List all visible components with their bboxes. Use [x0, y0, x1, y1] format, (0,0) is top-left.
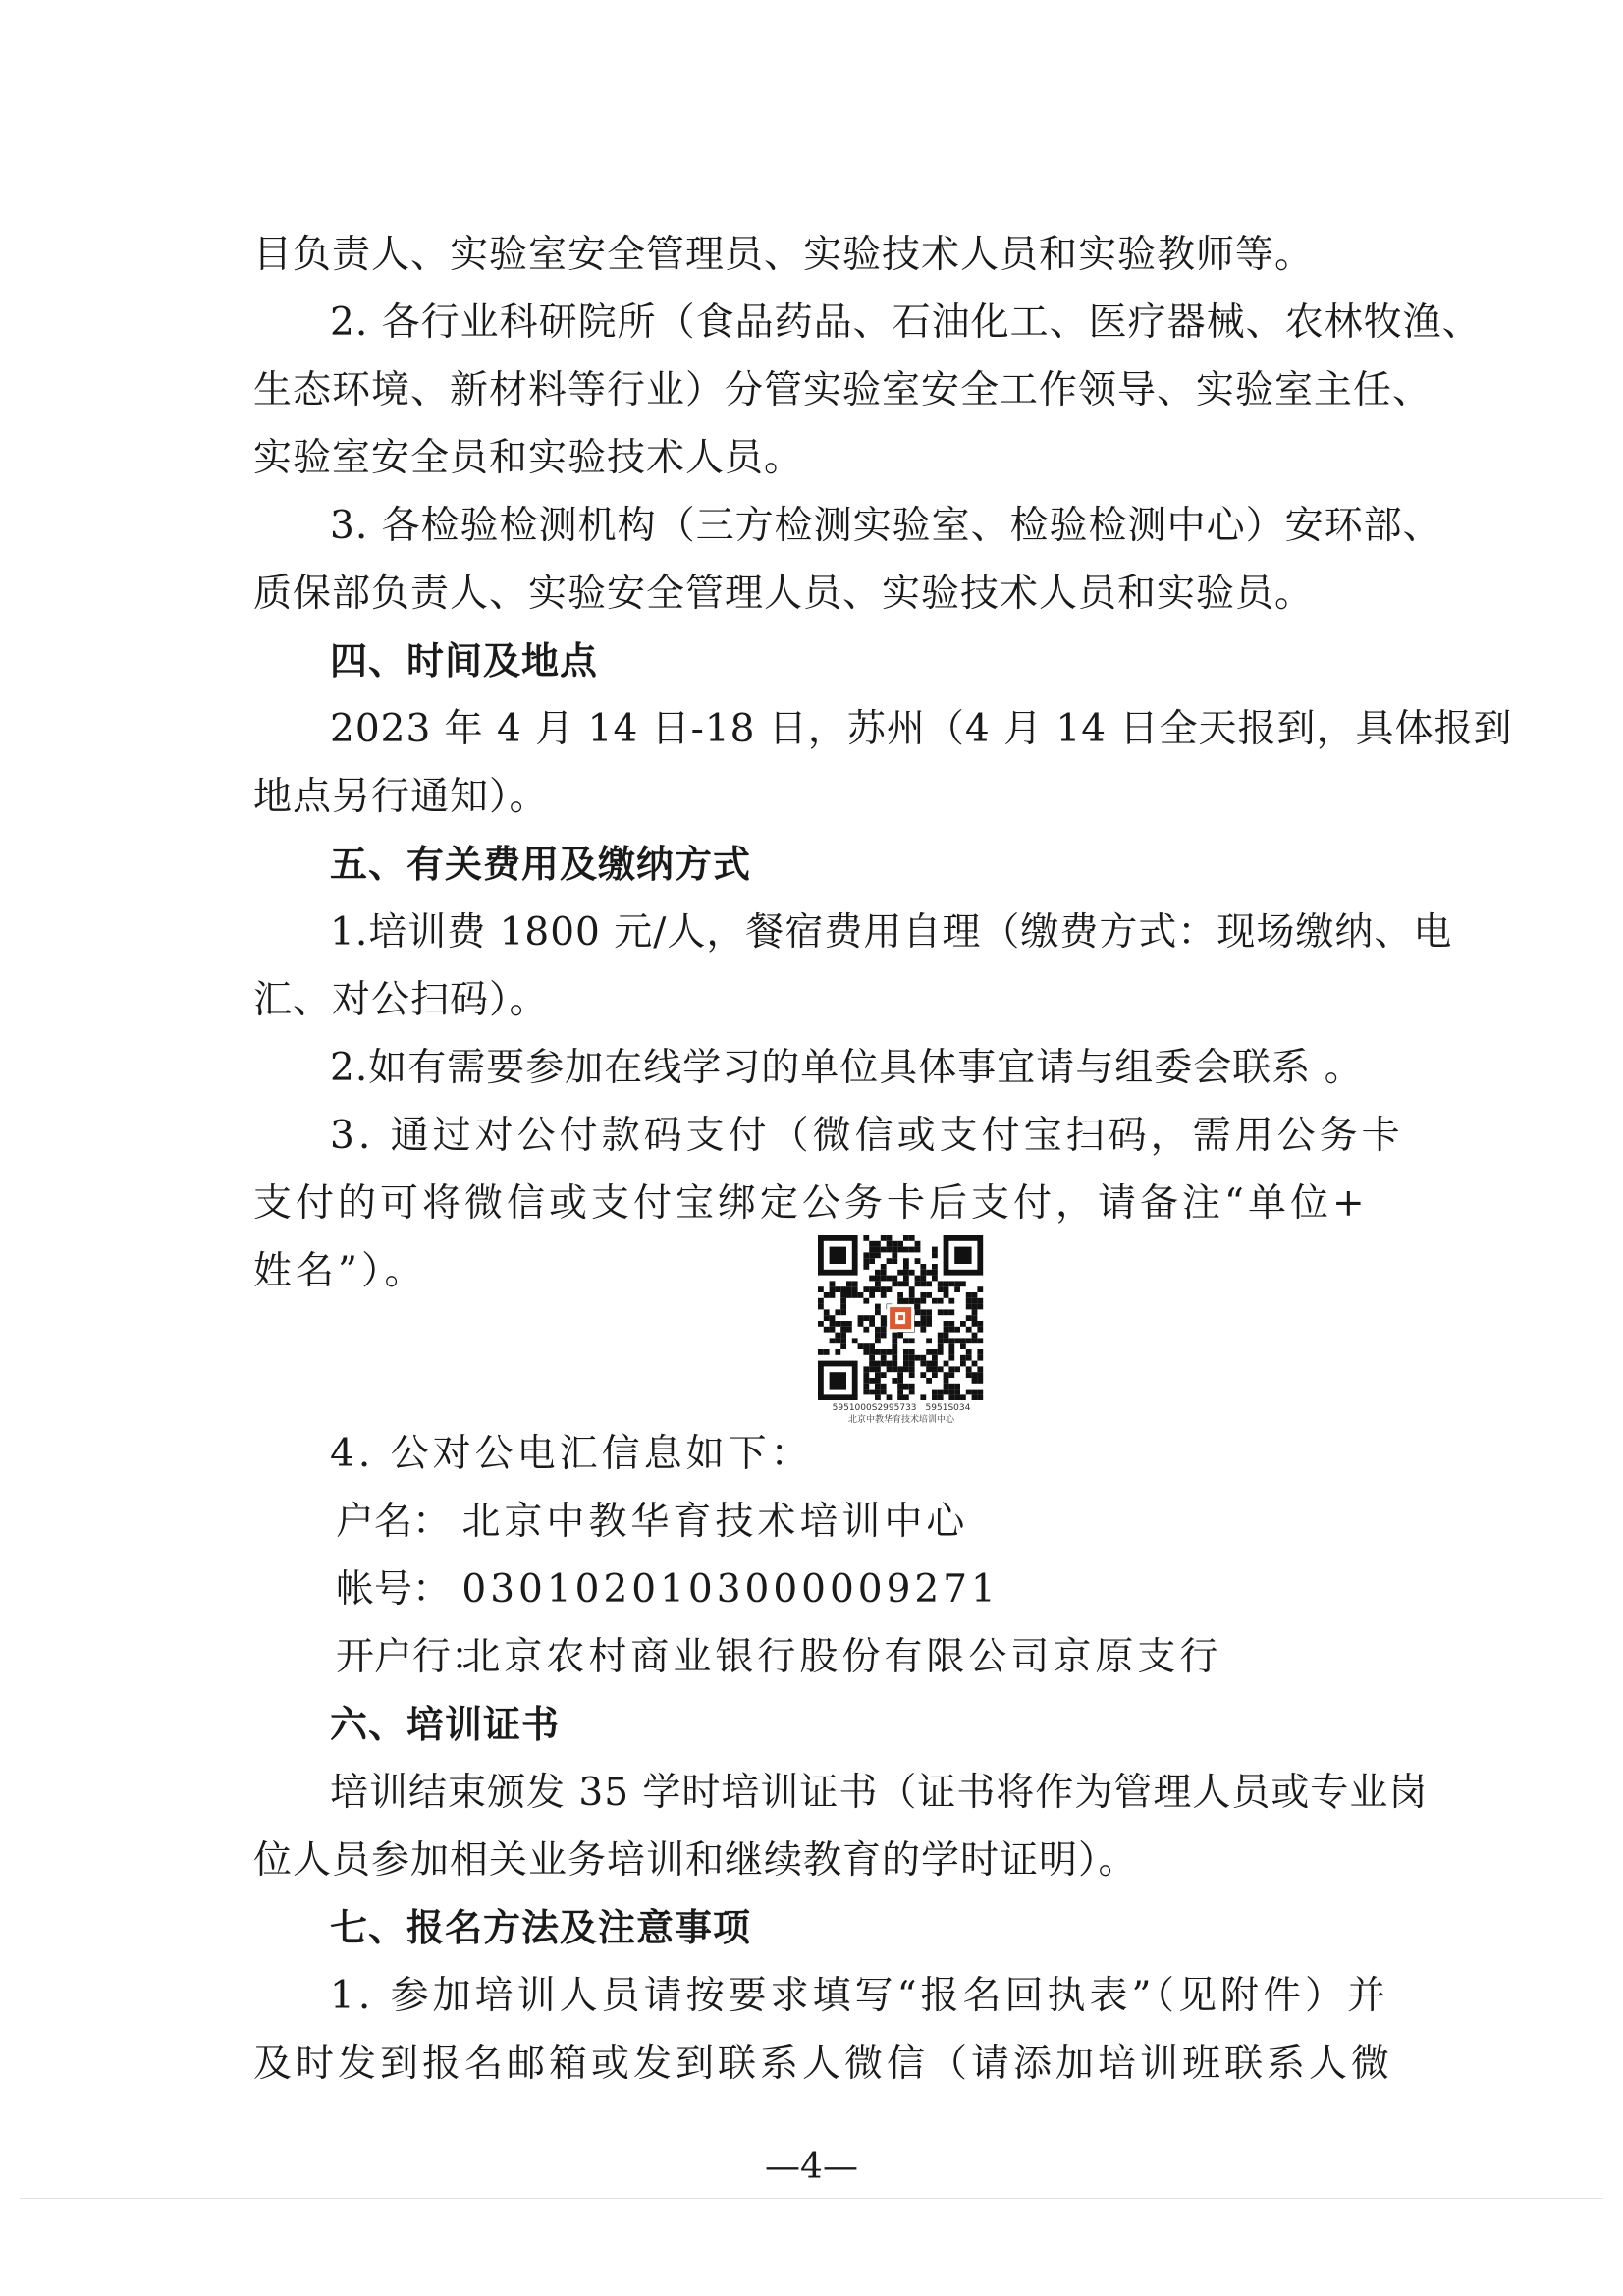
bank-account-label: 帐 号：	[336, 1567, 452, 1612]
page-body	[253, 221, 1513, 2098]
paragraph-line: 培训结束颁发 35 学时培训证书（证书将作为管理人员或专业岗	[330, 1771, 1429, 1815]
payment-qr-code-icon	[812, 1233, 989, 1400]
paragraph-line: 姓名”）。	[253, 1249, 427, 1293]
paragraph-line: 3. 各检验检测机构（三方检测实验室、检验检测中心）安环部、	[330, 504, 1442, 548]
section-heading-fees: 五、有关费用及缴纳方式	[330, 843, 752, 886]
paragraph-line: 生态环境、新材料等行业）分管实验室安全工作领导、实验室主任、	[253, 368, 1433, 412]
paragraph-line: 地点另行通知）。	[253, 775, 549, 819]
paragraph-line: 汇、对公扫码）。	[253, 978, 549, 1022]
bank-name-row	[253, 1488, 1382, 1556]
page-number: —4—	[765, 2147, 858, 2187]
paragraph-line: 3. 通过对公付款码支付（微信或支付宝扫码，需用公务卡	[330, 1114, 1404, 1158]
bank-branch-row	[253, 1623, 1382, 1691]
bank-name-label: 户 名：	[336, 1500, 452, 1544]
bank-account-row	[253, 1556, 1382, 1623]
bank-branch-value: 北京农村商业银行股份有限公司京原支行	[461, 1635, 1222, 1679]
paragraph-line: 质保部负责人、实验安全管理人员、实验技术人员和实验员。	[253, 572, 1315, 616]
section-heading-time-location: 四、时间及地点	[330, 639, 599, 683]
paragraph-line: 实验室安全员和实验技术人员。	[253, 436, 804, 480]
paragraph-line: 位人员参加相关业务培训和继续教育的学时证明）。	[253, 1838, 1138, 1883]
paragraph-line: 1.培训费 1800 元/人，餐宿费用自理（缴费方式：现场缴纳、电	[330, 910, 1453, 955]
qr-caption-code: 5951000S2995733 5951S034	[832, 1403, 971, 1413]
section-heading-certificate: 六、培训证书	[330, 1703, 561, 1746]
paragraph-line: 1. 参加培训人员请按要求填写“报名回执表”（见附件）并	[330, 1974, 1389, 2018]
footer-divider	[20, 2198, 1603, 2199]
qr-caption-org: 北京中教华育技术培训中心	[847, 1415, 954, 1425]
bank-account-value: 0301020103000009271	[461, 1567, 1000, 1612]
paragraph-line: 2. 各行业科研院所（食品药品、石油化工、医疗器械、农林牧渔、	[330, 301, 1482, 345]
section-heading-registration: 七、报名方法及注意事项	[330, 1906, 752, 1949]
qr-caption	[803, 1402, 1000, 1426]
bank-branch-label: 开户行：	[336, 1635, 490, 1679]
paragraph-line: 及时发到报名邮箱或发到联系人微信（请添加培训班联系人微	[253, 2042, 1394, 2086]
bank-name-value: 北京中教华育技术培训中心	[461, 1500, 969, 1544]
paragraph-line: 2023 年 4 月 14 日-18 日，苏州（4 月 14 日全天报到，具体报到	[330, 707, 1513, 751]
paragraph-line: 支付的可将微信或支付宝绑定公务卡后支付，请备注“单位+	[253, 1181, 1369, 1226]
paragraph-line: 目负责人、实验室安全管理员、实验技术人员和实验教师等。	[253, 233, 1315, 277]
paragraph-line: 4. 公对公电汇信息如下：	[330, 1432, 813, 1476]
paragraph-line: 2.如有需要参加在线学习的单位具体事宜请与组委会联系 。	[330, 1046, 1364, 1090]
